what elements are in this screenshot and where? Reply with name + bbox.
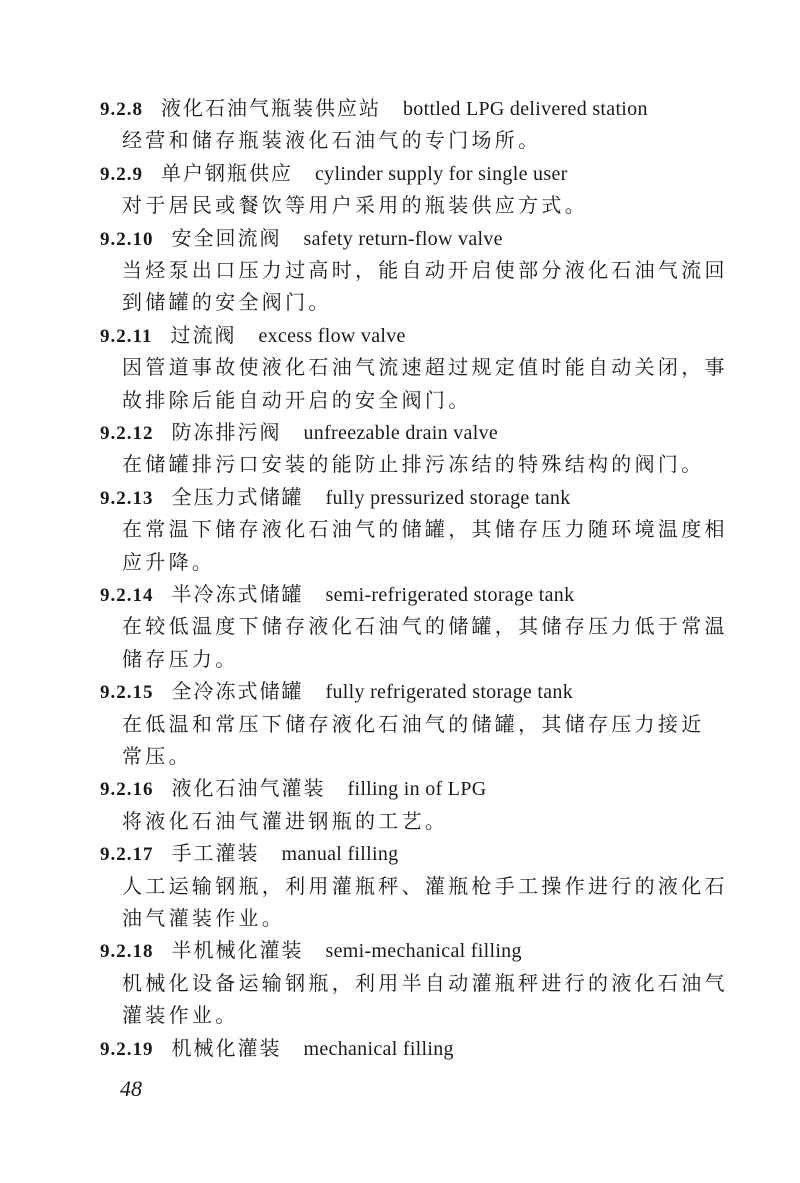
term-chinese: 半机械化灌装: [171, 938, 304, 963]
term-definition-line: 当烃泵出口压力过高时，能自动开启使部分液化石油气流回: [122, 258, 728, 282]
term-english: excess flow valve: [258, 324, 406, 347]
term-heading: [100, 1032, 454, 1064]
term-heading: [100, 837, 398, 869]
term-english: safety return-flow valve: [303, 227, 503, 250]
term-heading: [100, 222, 503, 254]
term-english: semi-refrigerated storage tank: [325, 584, 575, 606]
term-definition-line: 在低温和常压下储存液化石油气的储罐，其储存压力接近: [122, 711, 705, 736]
term-heading: [100, 416, 498, 448]
term-definition-line: 机械化设备运输钢瓶，利用半自动灌瓶秤进行的液化石油气: [122, 970, 728, 995]
term-english: cylinder supply for single user: [315, 162, 568, 185]
term-english: filling in of LPG: [347, 778, 487, 801]
term-chinese: 全压力式储罐: [171, 484, 304, 509]
term-number: 9.2.8: [100, 99, 143, 120]
term-chinese: 半冷冻式储罐: [171, 582, 304, 606]
term-definition-line: 对于居民或餐饮等用户采用的瓶装供应方式。: [122, 193, 588, 218]
term-english: semi-mechanical filling: [325, 940, 522, 963]
term-definition-line: 故排除后能自动开启的安全阀门。: [122, 387, 472, 412]
term-definition-line: 应升降。: [122, 549, 216, 574]
term-definition-line: 常压。: [122, 744, 192, 768]
term-definition-line: 储存压力。: [122, 646, 239, 671]
term-chinese: 单户钢瓶供应: [161, 160, 293, 185]
term-number: 9.2.18: [100, 941, 154, 963]
term-definition-line: 灌装作业。: [122, 1003, 239, 1028]
term-definition-line: 经营和储存瓶装液化石油气的专门场所。: [122, 128, 542, 153]
term-definition-line: 到储罐的安全阀门。: [122, 290, 332, 315]
term-heading: [100, 578, 574, 610]
term-heading: [100, 934, 522, 966]
term-heading: [100, 157, 568, 189]
term-english: fully pressurized storage tank: [325, 486, 571, 509]
term-chinese: 液化石油气灌装: [171, 776, 326, 801]
term-chinese: 安全回流阀: [171, 225, 282, 250]
term-number: 9.2.11: [100, 325, 153, 347]
term-number: 9.2.13: [100, 487, 154, 509]
page-number: 48: [120, 1076, 142, 1101]
term-heading: [100, 675, 573, 707]
term-english: manual filling: [281, 843, 399, 866]
term-number: 9.2.14: [100, 585, 154, 606]
term-chinese: 防冻排污阀: [171, 420, 282, 444]
term-heading: [100, 481, 571, 513]
term-number: 9.2.9: [100, 163, 143, 185]
term-chinese: 机械化灌装: [171, 1035, 282, 1060]
term-number: 9.2.19: [100, 1038, 154, 1060]
term-chinese: 手工灌装: [171, 841, 260, 866]
term-heading: [100, 319, 406, 351]
term-number: 9.2.16: [100, 779, 154, 801]
term-chinese: 过流阀: [170, 322, 237, 347]
term-number: 9.2.12: [100, 423, 154, 444]
term-definition-line: 因管道事故使液化石油气流速超过规定值时能自动关闭，事: [122, 355, 728, 380]
term-heading: [100, 92, 648, 124]
term-english: fully refrigerated storage tank: [325, 681, 574, 704]
term-number: 9.2.17: [100, 844, 154, 866]
term-chinese: 液化石油气瓶装供应站: [161, 96, 381, 120]
term-definition-line: 在常温下储存液化石油气的储罐，其储存压力随环境温度相: [122, 517, 728, 542]
term-chinese: 全冷冻式储罐: [171, 679, 304, 704]
term-english: unfreezable drain valve: [303, 422, 499, 444]
term-english: mechanical filling: [303, 1037, 454, 1060]
term-definition-line: 将液化石油气灌进钢瓶的工艺。: [122, 808, 449, 833]
term-number: 9.2.10: [100, 228, 154, 250]
term-heading: [100, 772, 487, 804]
term-number: 9.2.15: [100, 682, 154, 704]
term-definition-line: 油气灌装作业。: [122, 906, 286, 930]
term-definition-line: 在较低温度下储存液化石油气的储罐，其储存压力低于常温: [122, 614, 728, 639]
term-definition-line: 在储罐排污口安装的能防止排污冻结的特殊结构的阀门。: [122, 452, 705, 477]
term-definition-line: 人工运输钢瓶，利用灌瓶秤、灌瓶枪手工操作进行的液化石: [122, 873, 728, 898]
term-english: bottled LPG delivered station: [403, 98, 648, 120]
